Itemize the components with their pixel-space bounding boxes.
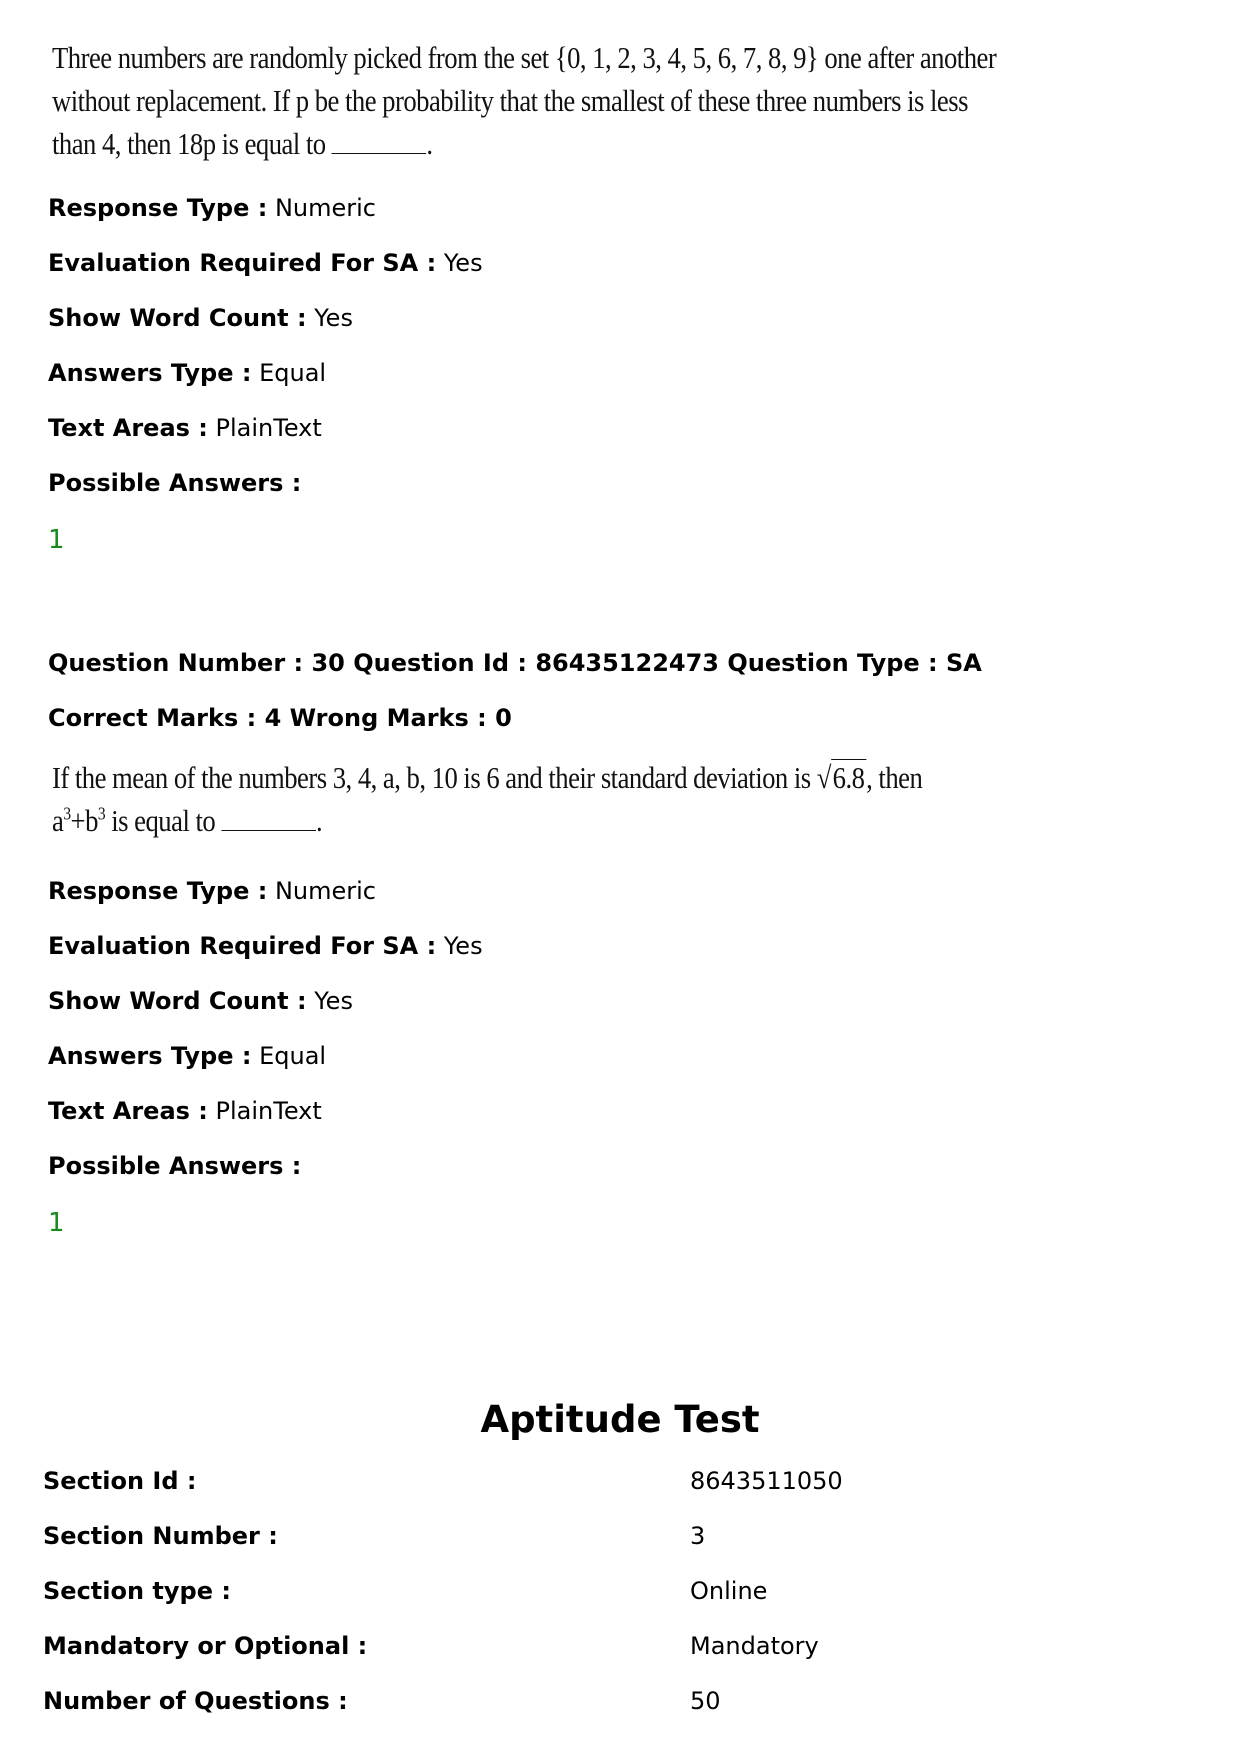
answer-blank [332, 129, 427, 154]
q29-evaluation-required: Evaluation Required For SA : Yes [48, 249, 483, 277]
section-title: Aptitude Test [480, 1398, 760, 1441]
q29-answers-type: Answers Type : Equal [48, 359, 327, 387]
section-type-label: Section type : [43, 1577, 231, 1605]
section-type-value: Online [690, 1577, 768, 1605]
q29-line-2: without replacement. If p be the probability that the smallest of these three numbers is less [52, 83, 968, 118]
q29-possible-answers: Possible Answers : [48, 469, 302, 497]
number-of-questions-label: Number of Questions : [43, 1687, 348, 1715]
q30-marks: Correct Marks : 4 Wrong Marks : 0 [48, 704, 512, 732]
number-of-questions-value: 50 [690, 1687, 721, 1715]
q30-answers-type: Answers Type : Equal [48, 1042, 327, 1070]
q30-header: Question Number : 30 Question Id : 86435122473 Question Type : SA [48, 649, 982, 677]
q29-show-word-count: Show Word Count : Yes [48, 304, 353, 332]
section-id-value: 8643511050 [690, 1467, 843, 1495]
section-number-value: 3 [690, 1522, 706, 1550]
sqrt-expression: √6.8 [816, 760, 865, 795]
q30-show-word-count: Show Word Count : Yes [48, 987, 353, 1015]
answer-blank [221, 806, 316, 831]
q30-line-2: $a^3+b^3$ is equal to . [52, 803, 323, 838]
q29-question-text [52, 36, 996, 165]
q30-text-areas: Text Areas : PlainText [48, 1097, 322, 1125]
q30-possible-answers: Possible Answers : [48, 1152, 302, 1180]
section-number-label: Section Number : [43, 1522, 278, 1550]
q29-text-areas: Text Areas : PlainText [48, 414, 322, 442]
q29-line-3: than 4, then 18p is equal to . [52, 126, 433, 161]
q30-response-type: Response Type : Numeric [48, 877, 376, 905]
q29-response-type: Response Type : Numeric [48, 194, 376, 222]
q30-answer: 1 [48, 1208, 65, 1238]
q30-question-text [52, 756, 922, 842]
section-id-label: Section Id : [43, 1467, 197, 1495]
mandatory-optional-value: Mandatory [690, 1632, 819, 1660]
q29-line-1: Three numbers are randomly picked from the set {0, 1, 2, 3, 4, 5, 6, 7, 8, 9} one after another [52, 40, 997, 75]
q29-answer: 1 [48, 525, 65, 555]
q30-evaluation-required: Evaluation Required For SA : Yes [48, 932, 483, 960]
mandatory-optional-label: Mandatory or Optional : [43, 1632, 368, 1660]
q30-line-1: If the mean of the numbers 3, 4, a, b, 10 is 6 and their standard deviation is √6.8, then [52, 756, 922, 799]
